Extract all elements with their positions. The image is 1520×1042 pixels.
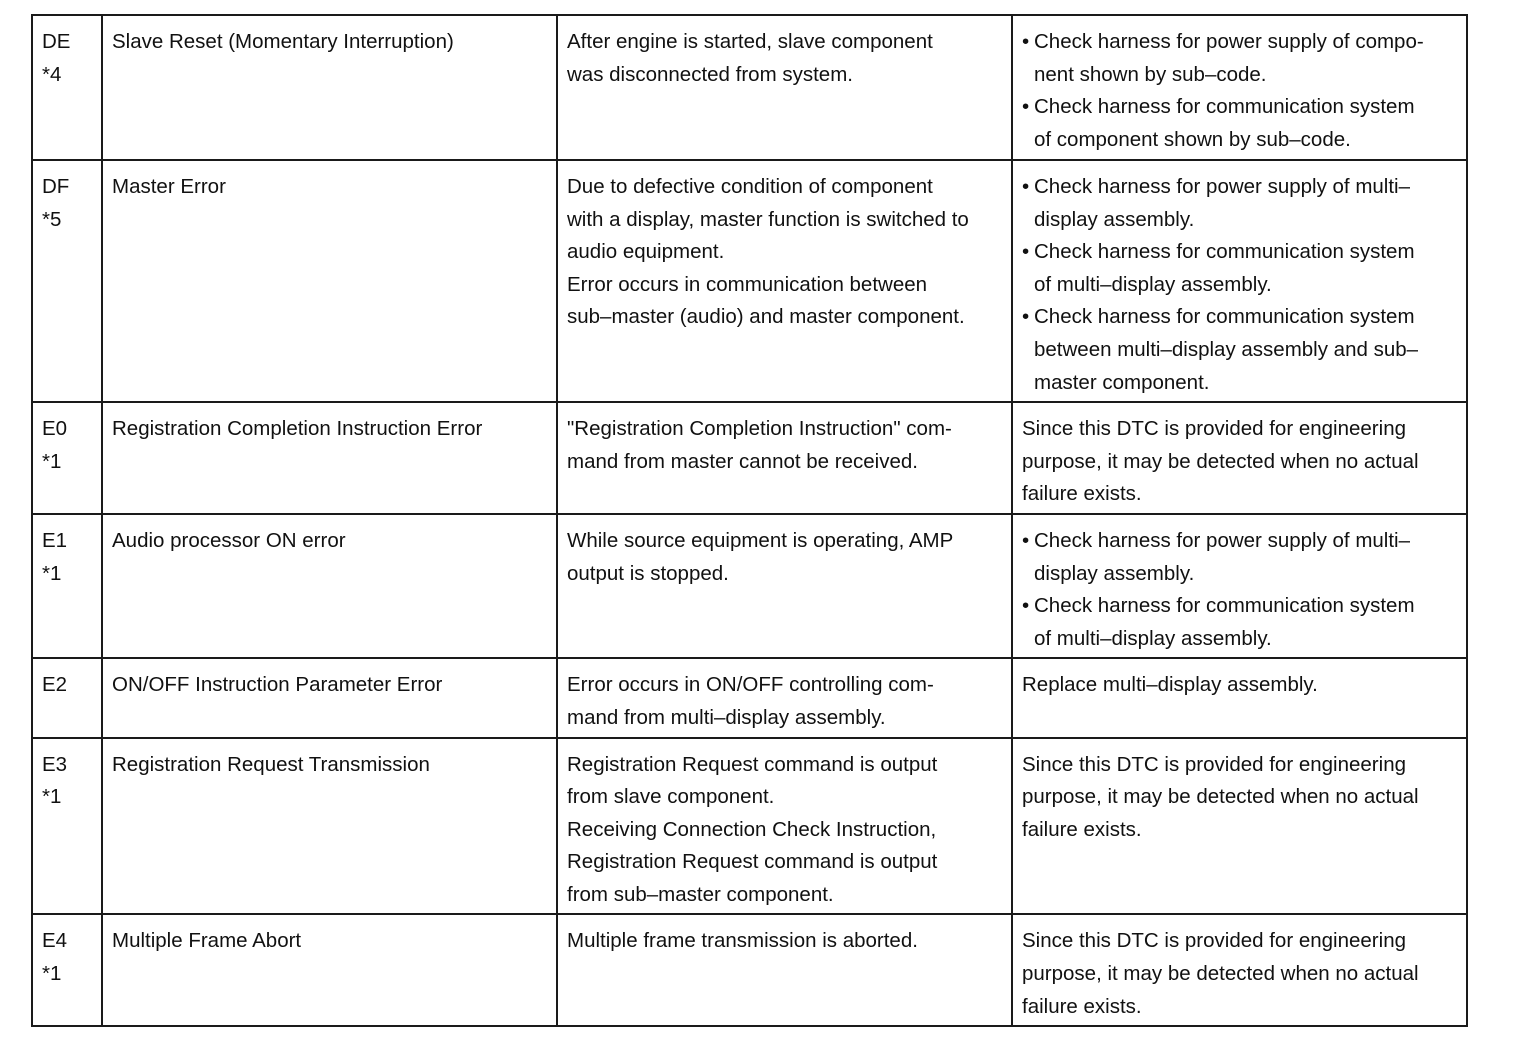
dtc-code-cell — [32, 160, 102, 402]
detection-condition-line: After engine is started, slave component — [567, 30, 933, 53]
detection-condition-cell — [557, 15, 1012, 160]
detection-condition-line: sub–master (audio) and master component. — [567, 305, 965, 329]
detection-condition-cell — [557, 514, 1012, 658]
trouble-area-line: failure exists. — [1022, 482, 1142, 506]
check-item — [1022, 171, 1458, 236]
dtc-code: *4 — [42, 62, 62, 86]
check-item-line: master component. — [1034, 370, 1210, 394]
dtc-title: Multiple Frame Abort — [112, 929, 302, 953]
dtc-title: Slave Reset (Momentary Interruption) — [112, 30, 454, 53]
detection-condition-line: output is stopped. — [567, 561, 729, 585]
check-item-line: display assembly. — [1034, 561, 1195, 585]
detection-condition-line: from slave component. — [567, 785, 775, 809]
dtc-code: *1 — [42, 785, 62, 809]
table-row — [32, 402, 1467, 514]
trouble-area-line: Since this DTC is provided for engineering — [1022, 929, 1406, 953]
dtc-title: Registration Completion Instruction Error — [112, 417, 483, 441]
detection-condition-line: "Registration Completion Instruction" com- — [567, 417, 952, 441]
detection-condition-line: Registration Request command is output — [567, 850, 938, 874]
detection-condition-line: Receiving Connection Check Instruction, — [567, 817, 937, 841]
dtc-title-cell — [102, 738, 557, 915]
check-item-line: Check harness for communication system — [1034, 95, 1415, 119]
trouble-area-line: purpose, it may be detected when no actual — [1022, 785, 1419, 809]
detection-condition-line: Due to defective condition of component — [567, 175, 933, 198]
dtc-code: E0 — [42, 417, 68, 441]
bullet-icon: • — [1022, 528, 1030, 552]
trouble-area-line: purpose, it may be detected when no actual — [1022, 962, 1419, 986]
trouble-area-cell — [1012, 658, 1467, 737]
table-row — [32, 514, 1467, 658]
dtc-title: Master Error — [112, 175, 226, 198]
trouble-area-line: Since this DTC is provided for engineering — [1022, 417, 1406, 441]
bullet-icon: • — [1022, 240, 1030, 264]
trouble-area-cell — [1012, 914, 1467, 1026]
trouble-area-cell — [1012, 514, 1467, 658]
check-item — [1022, 301, 1458, 399]
check-item-line: Check harness for communication system — [1034, 594, 1415, 618]
check-item-line: nent shown by sub–code. — [1034, 62, 1267, 86]
trouble-area-cell — [1012, 160, 1467, 402]
detection-condition-line: Registration Request command is output — [567, 752, 938, 776]
bullet-icon: • — [1022, 95, 1030, 119]
check-item-line: Check harness for power supply of compo- — [1034, 30, 1424, 53]
dtc-title-cell — [102, 402, 557, 514]
trouble-area-line: purpose, it may be detected when no actual — [1022, 449, 1419, 473]
trouble-area-cell — [1012, 15, 1467, 160]
dtc-title: ON/OFF Instruction Parameter Error — [112, 673, 443, 697]
dtc-code-cell — [32, 514, 102, 658]
check-item — [1022, 26, 1458, 91]
dtc-title-cell — [102, 15, 557, 160]
trouble-area-line: failure exists. — [1022, 817, 1142, 841]
dtc-title-cell — [102, 160, 557, 402]
dtc-code-cell — [32, 738, 102, 915]
detection-condition-line: Error occurs in communication between — [567, 272, 928, 296]
trouble-area-cell — [1012, 738, 1467, 915]
dtc-title: Audio processor ON error — [112, 528, 346, 552]
dtc-code: *5 — [42, 207, 62, 231]
check-item — [1022, 236, 1458, 301]
table-row — [32, 15, 1467, 160]
detection-condition-line: mand from master cannot be received. — [567, 449, 918, 473]
bullet-icon: • — [1022, 30, 1030, 53]
check-item-line: Check harness for power supply of multi– — [1034, 528, 1411, 552]
check-item — [1022, 590, 1458, 655]
detection-condition-line: with a display, master function is switched to — [567, 207, 969, 231]
dtc-table-body — [32, 15, 1467, 1026]
dtc-code-cell — [32, 914, 102, 1026]
dtc-code: DE — [42, 30, 71, 53]
bullet-icon: • — [1022, 305, 1030, 329]
trouble-area-line: Replace multi–display assembly. — [1022, 673, 1318, 697]
detection-condition-line: Multiple frame transmission is aborted. — [567, 929, 918, 953]
detection-condition-cell — [557, 160, 1012, 402]
dtc-code-cell — [32, 402, 102, 514]
check-item-line: display assembly. — [1034, 207, 1195, 231]
dtc-title-cell — [102, 914, 557, 1026]
dtc-title: Registration Request Transmission — [112, 752, 430, 776]
table-row — [32, 160, 1467, 402]
trouble-area-line: failure exists. — [1022, 994, 1142, 1018]
dtc-code: *1 — [42, 449, 62, 473]
trouble-area-cell — [1012, 402, 1467, 514]
check-item-line: of component shown by sub–code. — [1034, 127, 1351, 151]
dtc-title-cell — [102, 514, 557, 658]
table-row — [32, 738, 1467, 915]
detection-condition-line: Error occurs in ON/OFF controlling com- — [567, 673, 934, 697]
bullet-icon: • — [1022, 175, 1030, 198]
trouble-area-line: Since this DTC is provided for engineering — [1022, 752, 1406, 776]
dtc-code: E1 — [42, 528, 68, 552]
table-row — [32, 658, 1467, 737]
detection-condition-cell — [557, 402, 1012, 514]
dtc-code: E2 — [42, 673, 68, 697]
detection-condition-line: mand from multi–display assembly. — [567, 705, 886, 729]
table-row — [32, 914, 1467, 1026]
detection-condition-line: While source equipment is operating, AMP — [567, 528, 954, 552]
check-item — [1022, 91, 1458, 156]
check-item-line: of multi–display assembly. — [1034, 626, 1272, 650]
check-item-line: Check harness for power supply of multi– — [1034, 175, 1411, 198]
bullet-icon: • — [1022, 594, 1030, 618]
detection-condition-line: from sub–master component. — [567, 882, 834, 906]
check-item-line: between multi–display assembly and sub– — [1034, 337, 1419, 361]
detection-condition-line: was disconnected from system. — [567, 62, 853, 86]
dtc-code: *1 — [42, 561, 62, 585]
detection-condition-cell — [557, 738, 1012, 915]
dtc-code: E4 — [42, 929, 68, 953]
check-item — [1022, 525, 1458, 590]
dtc-table — [31, 14, 1468, 1027]
dtc-code-cell — [32, 658, 102, 737]
check-item-line: Check harness for communication system — [1034, 305, 1415, 329]
dtc-title-cell — [102, 658, 557, 737]
detection-condition-cell — [557, 658, 1012, 737]
detection-condition-cell — [557, 914, 1012, 1026]
check-item-line: of multi–display assembly. — [1034, 272, 1272, 296]
dtc-code: E3 — [42, 752, 68, 776]
dtc-code-cell — [32, 15, 102, 160]
dtc-code: DF — [42, 175, 70, 198]
detection-condition-line: audio equipment. — [567, 240, 725, 264]
check-item-line: Check harness for communication system — [1034, 240, 1415, 264]
dtc-code: *1 — [42, 962, 62, 986]
